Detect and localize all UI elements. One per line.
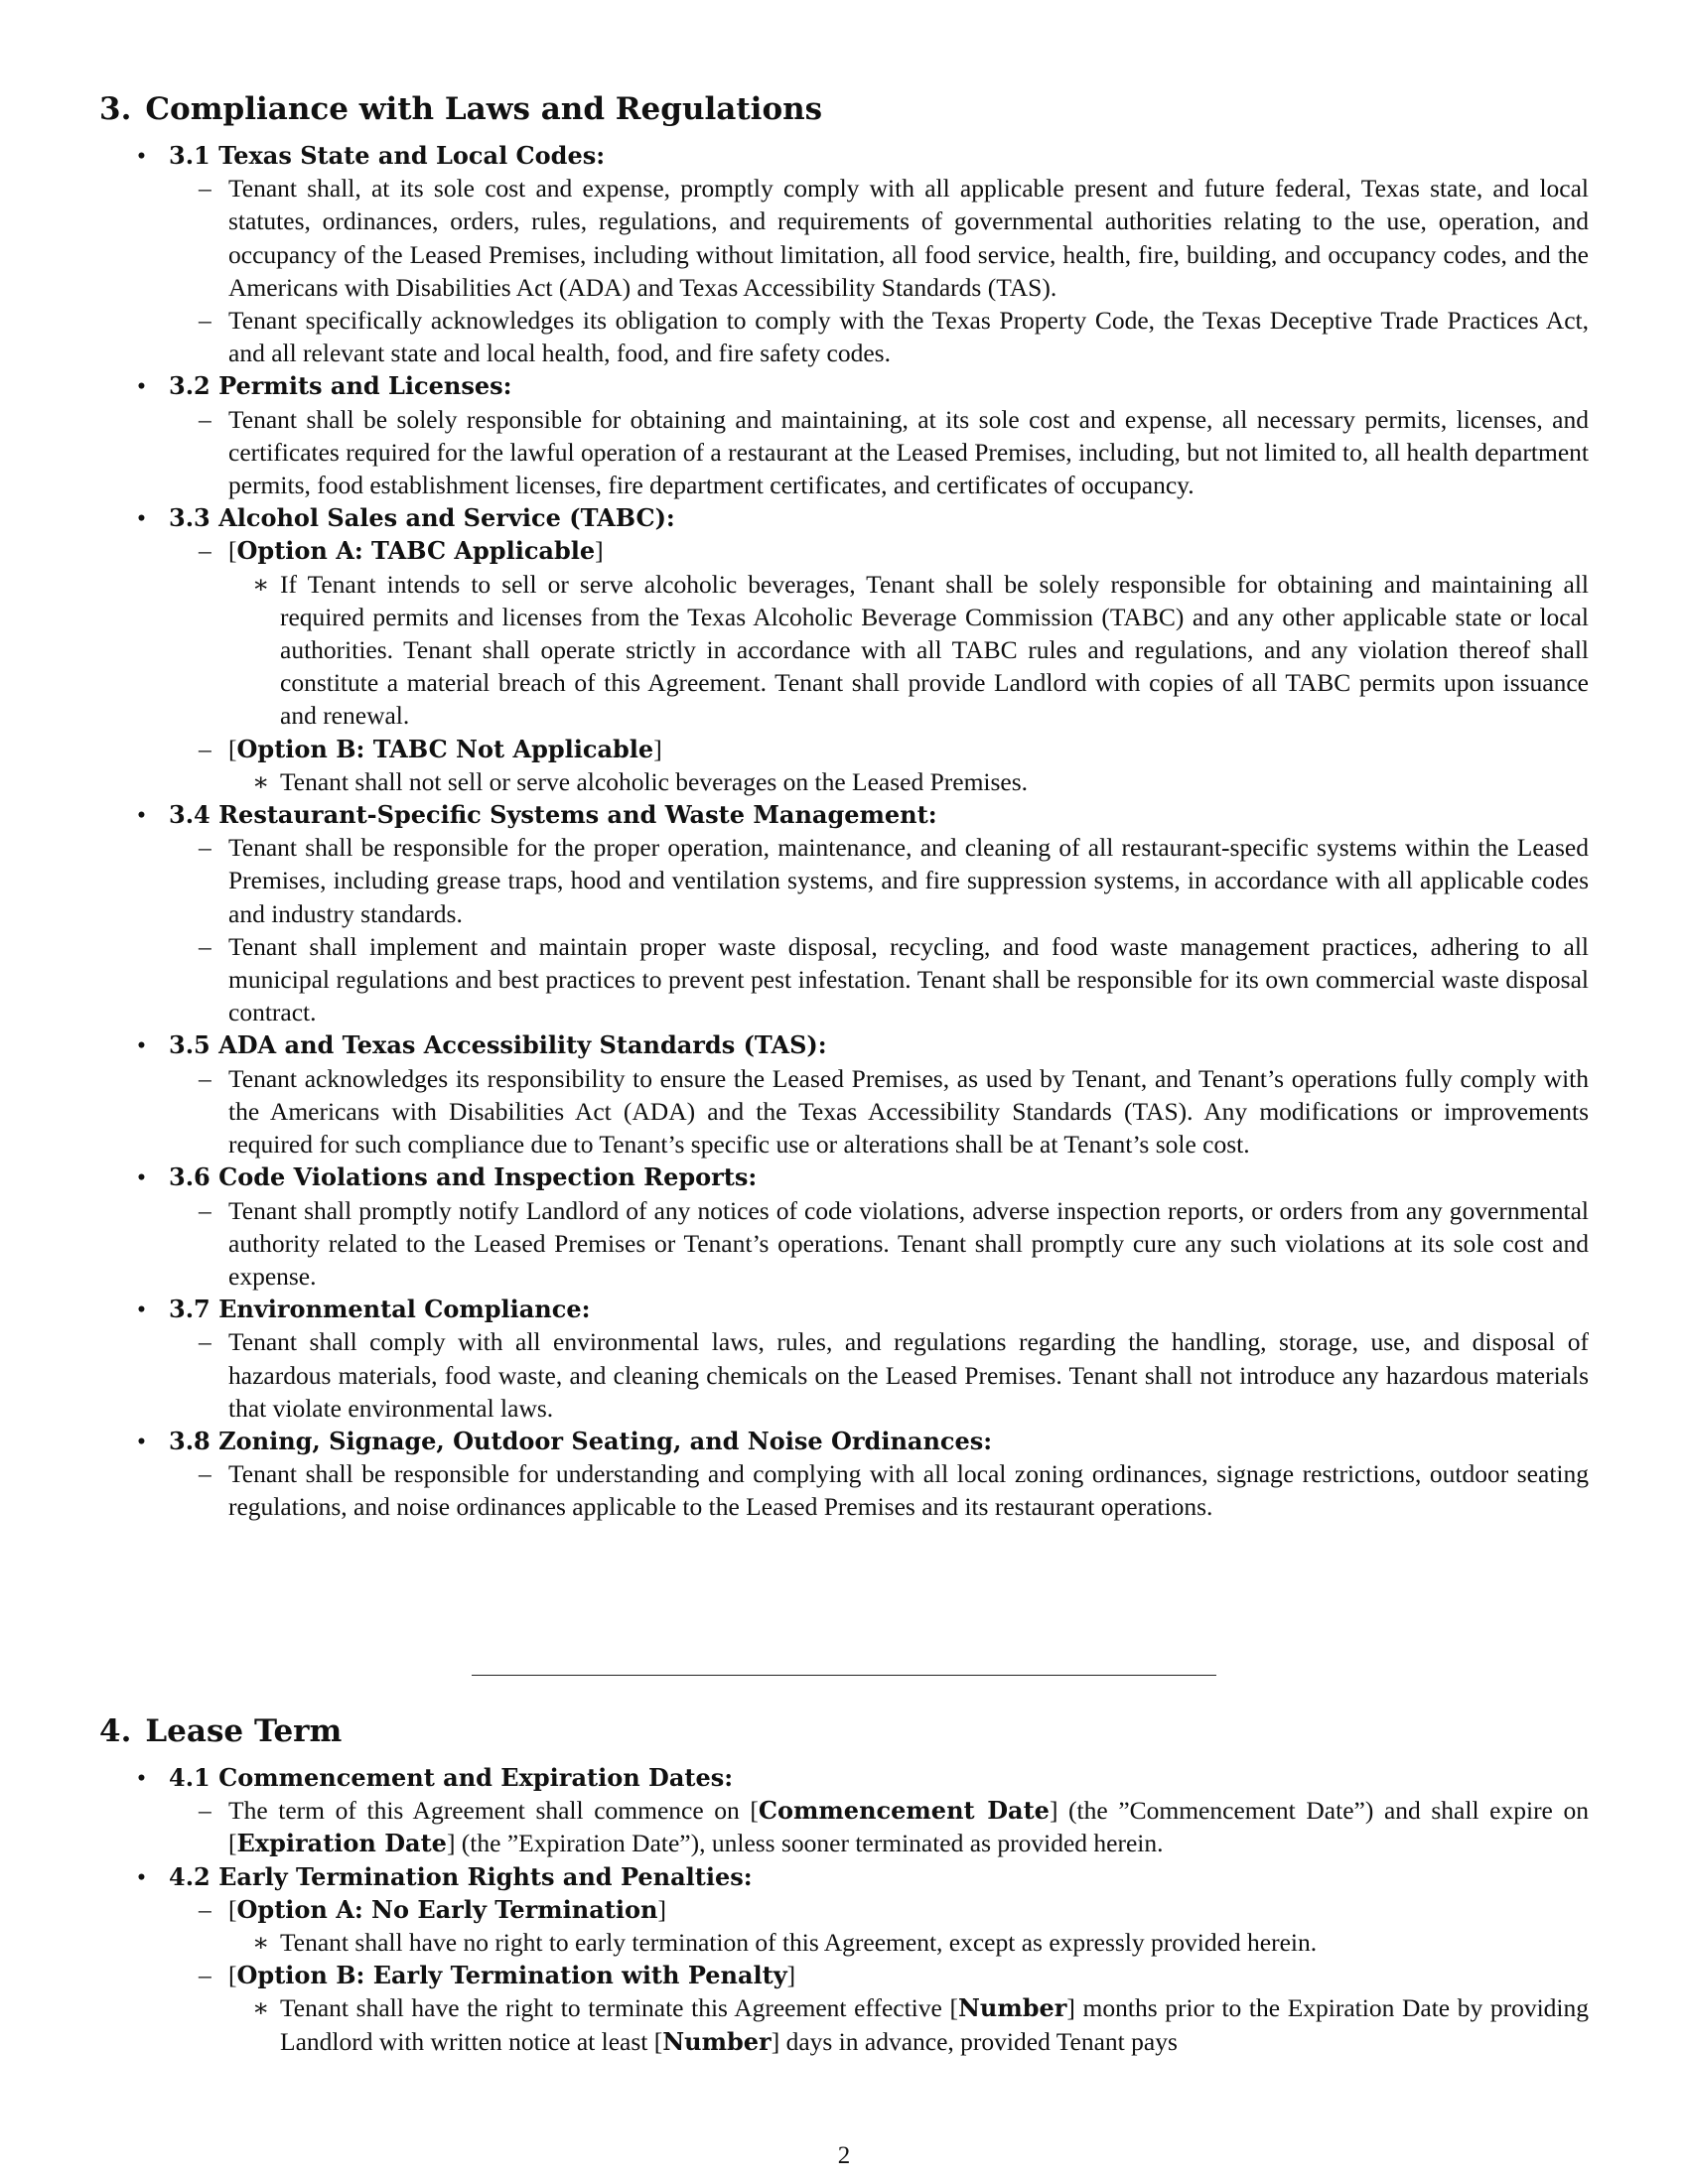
- option-label: Option B: TABC Not Applicable: [236, 734, 654, 763]
- clause-3-3-option-a: – [Option A: TABC Applicable]: [169, 534, 1589, 567]
- clause-text: ] months prior to the Expiration Date by providing Landlord with written notice at least [: [280, 1993, 1590, 2056]
- clause-3-3-title: 3.3 Alcohol Sales and Service (TABC):: [169, 503, 675, 533]
- clause-text: Tenant shall have the right to terminate this Agreement effective [: [280, 1993, 958, 2023]
- asterisk-icon: ∗: [252, 1993, 270, 2023]
- clause-3-1-item-1: [169, 172, 1589, 304]
- dash-icon: –: [199, 1796, 211, 1826]
- clause-text: Tenant shall implement and maintain proper waste disposal, recycling, and food waste management practices, adhering to all municipal regulations and best practices to prevent pest infestation. Tenant shall be responsible for its own commercial waste disposal contract.: [228, 931, 1589, 1027]
- clause-text: The term of this Agreement shall commence on [: [228, 1796, 759, 1826]
- section-4-number: 4.: [99, 1713, 132, 1749]
- section-3-heading: [99, 89, 1589, 129]
- clause-text: Tenant acknowledges its responsibility to ensure the Leased Premises, as used by Tenant, and Tenant’s operations fully comply with the Americans with Disabilities Act (ADA) and the Texas Accessibility Standards (TAS). Any modifications or improvements required for such compliance due to Tenant’s specific use or alterations shall be at Tenant’s sole cost.: [228, 1063, 1589, 1160]
- dash-icon: –: [199, 931, 211, 961]
- clause-4-2-option-b: – [Option B: Early Termination with Penalty]: [169, 1959, 1589, 1991]
- section-4-heading: [99, 1711, 1589, 1751]
- clause-text: Tenant shall comply with all environmental laws, rules, and regulations regarding the handling, storage, use, and disposal of hazardous materials, food waste, and cleaning chemicals on the Leased Premises. Tenant shall not introduce any hazardous materials that violate environmental laws.: [228, 1327, 1589, 1423]
- dash-icon: –: [199, 1894, 211, 1924]
- page-number: 2: [837, 2142, 851, 2169]
- clause-3-7: [99, 1293, 1589, 1425]
- dash-icon: –: [199, 1327, 211, 1357]
- clause-3-4-title: 3.4 Restaurant-Specific Systems and Waste Management:: [169, 800, 937, 830]
- bullet-icon: •: [137, 800, 146, 830]
- bullet-icon: •: [137, 503, 146, 533]
- section-4-title: Lease Term: [145, 1713, 343, 1749]
- asterisk-icon: ∗: [252, 569, 270, 599]
- dash-icon: –: [199, 404, 211, 434]
- commencement-date-placeholder: Commencement Date: [758, 1796, 1050, 1826]
- clause-3-6: [99, 1160, 1589, 1293]
- clause-text: If Tenant intends to sell or serve alcoholic beverages, Tenant shall be solely responsible for obtaining and maintaining all required permits and licenses from the Texas Alcoholic Beverage Commission (TABC) and any other applicable state or local authorities. Tenant shall operate strictly in accordance with all TABC rules and regulations, and any violation thereof shall constitute a material breach of this Agreement. Tenant shall provide Landlord with copies of all TABC permits upon issuance and renewal.: [280, 569, 1589, 731]
- clause-4-1-title: 4.1 Commencement and Expiration Dates:: [169, 1763, 734, 1792]
- clause-4-2-option-b-text: [169, 1991, 1589, 2057]
- clause-3-1-item-2: [169, 304, 1589, 369]
- clause-3-2-title: 3.2 Permits and Licenses:: [169, 371, 512, 401]
- bullet-icon: •: [137, 1295, 146, 1324]
- option-label: Option B: Early Termination with Penalty: [236, 1961, 787, 1990]
- bullet-icon: •: [137, 141, 146, 170]
- section-divider: [472, 1675, 1216, 1676]
- section-4: [99, 1711, 1589, 2058]
- dash-icon: –: [199, 306, 211, 336]
- clause-text: Tenant shall, at its sole cost and expense, promptly comply with all applicable present and future federal, Texas state, and local statutes, ordinances, orders, rules, regulations, and requirements of governmental authorities relating to the use, operation, and occupancy of the Leased Premises, including without limitation, all food service, health, fire, building, and occupancy codes, and the Americans with Disabilities Act (ADA) and Texas Accessibility Standards (TAS).: [228, 174, 1589, 302]
- clause-3-8-title: 3.8 Zoning, Signage, Outdoor Seating, and Noise Ordinances:: [169, 1426, 993, 1455]
- clause-text: Tenant shall not sell or serve alcoholic beverages on the Leased Premises.: [280, 766, 1029, 796]
- section-3-title: Compliance with Laws and Regulations: [145, 91, 823, 127]
- clause-3-3-option-b: – [Option B: TABC Not Applicable]: [169, 733, 1589, 765]
- dash-icon: –: [199, 1459, 211, 1489]
- clause-text: Tenant shall be responsible for understanding and complying with all local zoning ordinances, signage restrictions, outdoor seating regulations, and noise ordinances applicable to the Leased Premises and its restaurant operations.: [228, 1459, 1589, 1522]
- bullet-icon: •: [137, 1162, 146, 1192]
- clause-3-5: [99, 1028, 1589, 1160]
- dash-icon: –: [199, 174, 211, 204]
- clause-3-4-item-2: [169, 930, 1589, 1029]
- clause-text: Tenant shall be solely responsible for obtaining and maintaining, at its sole cost and expense, all necessary permits, licenses, and certificates required for the lawful operation of a restaurant at the Leased Premises, including, but not limited to, all health department permits, food establishment licenses, fire department certificates, and certificates of occupancy.: [228, 404, 1589, 500]
- dash-icon: –: [199, 734, 211, 763]
- dash-icon: –: [199, 1961, 211, 1990]
- section-3: [99, 89, 1589, 1524]
- clause-3-4: [99, 798, 1589, 1028]
- clause-3-2-item-1: [169, 403, 1589, 502]
- clause-3-7-title: 3.7 Environmental Compliance:: [169, 1295, 591, 1324]
- clause-3-8: [99, 1425, 1589, 1524]
- clause-3-4-item-1: [169, 831, 1589, 930]
- asterisk-icon: ∗: [252, 1928, 270, 1958]
- clause-4-2-option-a-text: [169, 1926, 1589, 1959]
- clause-text: Tenant specifically acknowledges its obligation to comply with the Texas Property Code, the Texas Deceptive Trade Practices Act, and all relevant state and local health, food, and fire safety codes.: [228, 306, 1589, 368]
- bullet-icon: •: [137, 371, 146, 401]
- clause-3-1: [99, 139, 1589, 369]
- clause-4-2-option-a: – [Option A: No Early Termination]: [169, 1893, 1589, 1926]
- clause-3-5-title: 3.5 ADA and Texas Accessibility Standards (TAS):: [169, 1030, 827, 1060]
- clause-4-2-title: 4.2 Early Termination Rights and Penalties:: [169, 1861, 753, 1891]
- clause-4-1: [99, 1761, 1589, 1860]
- clause-3-3-option-b-text: [169, 765, 1589, 798]
- clause-text: Tenant shall be responsible for the proper operation, maintenance, and cleaning of all restaurant-specific systems within the Leased Premises, including grease traps, hood and ventilation systems, and fire suppression systems, in accordance with all applicable codes and industry standards.: [228, 833, 1589, 928]
- dash-icon: –: [199, 1063, 211, 1093]
- dash-icon: –: [199, 833, 211, 863]
- dash-icon: –: [199, 1195, 211, 1225]
- months-number-placeholder: Number: [957, 1993, 1067, 2023]
- bullet-icon: •: [137, 1861, 146, 1891]
- clause-3-8-item-1: [169, 1457, 1589, 1523]
- clause-3-6-item-1: [169, 1194, 1589, 1294]
- clause-3-6-title: 3.6 Code Violations and Inspection Reports:: [169, 1162, 758, 1192]
- bullet-icon: •: [137, 1426, 146, 1455]
- clause-3-7-item-1: [169, 1325, 1589, 1425]
- clause-4-2: [99, 1860, 1589, 2058]
- clause-4-1-item-1: [169, 1794, 1589, 1859]
- expiration-date-placeholder: Expiration Date: [236, 1829, 447, 1858]
- clause-3-2: [99, 369, 1589, 501]
- clause-3-5-item-1: [169, 1062, 1589, 1161]
- bullet-icon: •: [137, 1030, 146, 1060]
- clause-text: ] (the ”Expiration Date”), unless sooner terminated as provided herein.: [446, 1829, 1164, 1858]
- asterisk-icon: ∗: [252, 766, 270, 796]
- clause-text: ] (the ”Commencement Date”) and shall expire on [: [228, 1796, 1589, 1858]
- clause-3-1-title: 3.1 Texas State and Local Codes:: [169, 141, 606, 170]
- option-label: Option A: No Early Termination: [236, 1894, 658, 1924]
- clause-text: ] days in advance, provided Tenant pays: [771, 2026, 1178, 2056]
- section-3-number: 3.: [99, 91, 132, 127]
- option-label: Option A: TABC Applicable: [236, 536, 596, 566]
- bullet-icon: •: [137, 1763, 146, 1792]
- clause-text: Tenant shall promptly notify Landlord of any notices of code violations, adverse inspection reports, or orders from any governmental authority related to the Leased Premises or Tenant’s operations. Tenant shall promptly cure any such violations at its sole cost and expense.: [228, 1195, 1589, 1291]
- clause-3-3: [99, 501, 1589, 798]
- days-number-placeholder: Number: [662, 2026, 772, 2056]
- clause-text: Tenant shall have no right to early termination of this Agreement, except as expressly provided herein.: [280, 1928, 1318, 1958]
- dash-icon: –: [199, 536, 211, 566]
- clause-3-3-option-a-text: [169, 568, 1589, 733]
